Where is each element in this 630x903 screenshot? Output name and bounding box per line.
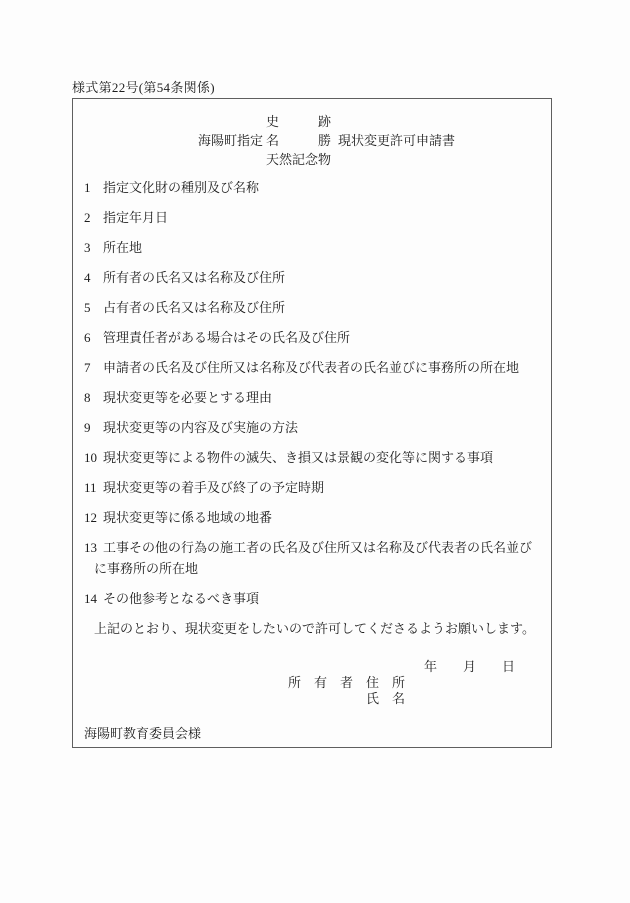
- form-item-5: [73, 297, 543, 318]
- addressee: 海陽町教育委員会様: [84, 726, 202, 741]
- form-item-1: [73, 177, 543, 198]
- category-historic-site: 史 跡: [266, 114, 332, 129]
- item-text: 現状変更等を必要とする理由: [103, 390, 273, 405]
- title-main: 現状変更許可申請書: [338, 133, 456, 148]
- form-item-4: [73, 267, 543, 288]
- item-text: 所在地: [103, 240, 143, 255]
- form-item-11: [73, 477, 543, 498]
- item-number: 13: [84, 540, 97, 555]
- item-number: 2: [84, 210, 91, 225]
- item-text: 工事その他の行為の施工者の氏名及び住所又は名称及び代表者の氏名並びに事務所の所在地: [94, 540, 533, 576]
- item-number: 7: [84, 360, 91, 375]
- form-item-8: [73, 387, 543, 408]
- application-form-box: [72, 98, 552, 748]
- item-text: 占有者の氏名又は名称及び住所: [103, 300, 286, 315]
- item-text: その他参考となるべき事項: [103, 591, 260, 606]
- form-item-10: [73, 447, 543, 468]
- item-number: 10: [84, 450, 97, 465]
- item-number: 11: [84, 480, 97, 495]
- item-number: 1: [84, 180, 91, 195]
- closing-statement: 上記のとおり、現状変更をしたいので許可してくださるようお願いします。: [94, 621, 535, 636]
- form-title: [73, 112, 551, 169]
- item-number: 9: [84, 420, 91, 435]
- item-number: 8: [84, 390, 91, 405]
- form-item-12: [73, 507, 543, 528]
- owner-name-line: 氏 名: [365, 691, 405, 706]
- form-item-6: [73, 327, 543, 348]
- item-number: 6: [84, 330, 91, 345]
- form-item-9: [73, 417, 543, 438]
- form-item-list: [73, 177, 551, 609]
- item-text: 所有者の氏名又は名称及び住所: [103, 270, 286, 285]
- form-item-3: [73, 237, 543, 258]
- item-text: 現状変更等の着手及び終了の予定時期: [103, 480, 325, 495]
- item-text: 現状変更等に係る地域の地番: [103, 510, 273, 525]
- item-number: 12: [84, 510, 97, 525]
- form-item-14: [73, 588, 543, 609]
- form-item-13: [73, 537, 543, 579]
- item-text: 指定年月日: [103, 210, 169, 225]
- date-line: 年 月 日: [423, 659, 515, 674]
- form-item-2: [73, 207, 543, 228]
- item-text: 管理責任者がある場合はその氏名及び住所: [103, 330, 351, 345]
- category-scenic-spot: 名 勝: [266, 133, 332, 148]
- designation-category-stack: [266, 112, 332, 169]
- title-prefix: 海陽町指定: [198, 133, 264, 148]
- form-number-label: 様式第22号(第54条関係): [72, 80, 215, 95]
- form-item-7: [73, 357, 543, 378]
- owner-address-line: 所 有 者 住 所: [287, 675, 405, 690]
- item-number: 3: [84, 240, 91, 255]
- item-text: 現状変更等による物件の滅失、き損又は景観の変化等に関する事項: [103, 450, 494, 465]
- item-text: 指定文化財の種別及び名称: [103, 180, 260, 195]
- item-text: 申請者の氏名及び住所又は名称及び代表者の氏名並びに事務所の所在地: [103, 360, 520, 375]
- item-number: 4: [84, 270, 91, 285]
- item-number: 14: [84, 591, 97, 606]
- category-natural-monument: 天然記念物: [266, 152, 332, 167]
- item-number: 5: [84, 300, 91, 315]
- item-text: 現状変更等の内容及び実施の方法: [103, 420, 299, 435]
- signature-block: [73, 659, 551, 707]
